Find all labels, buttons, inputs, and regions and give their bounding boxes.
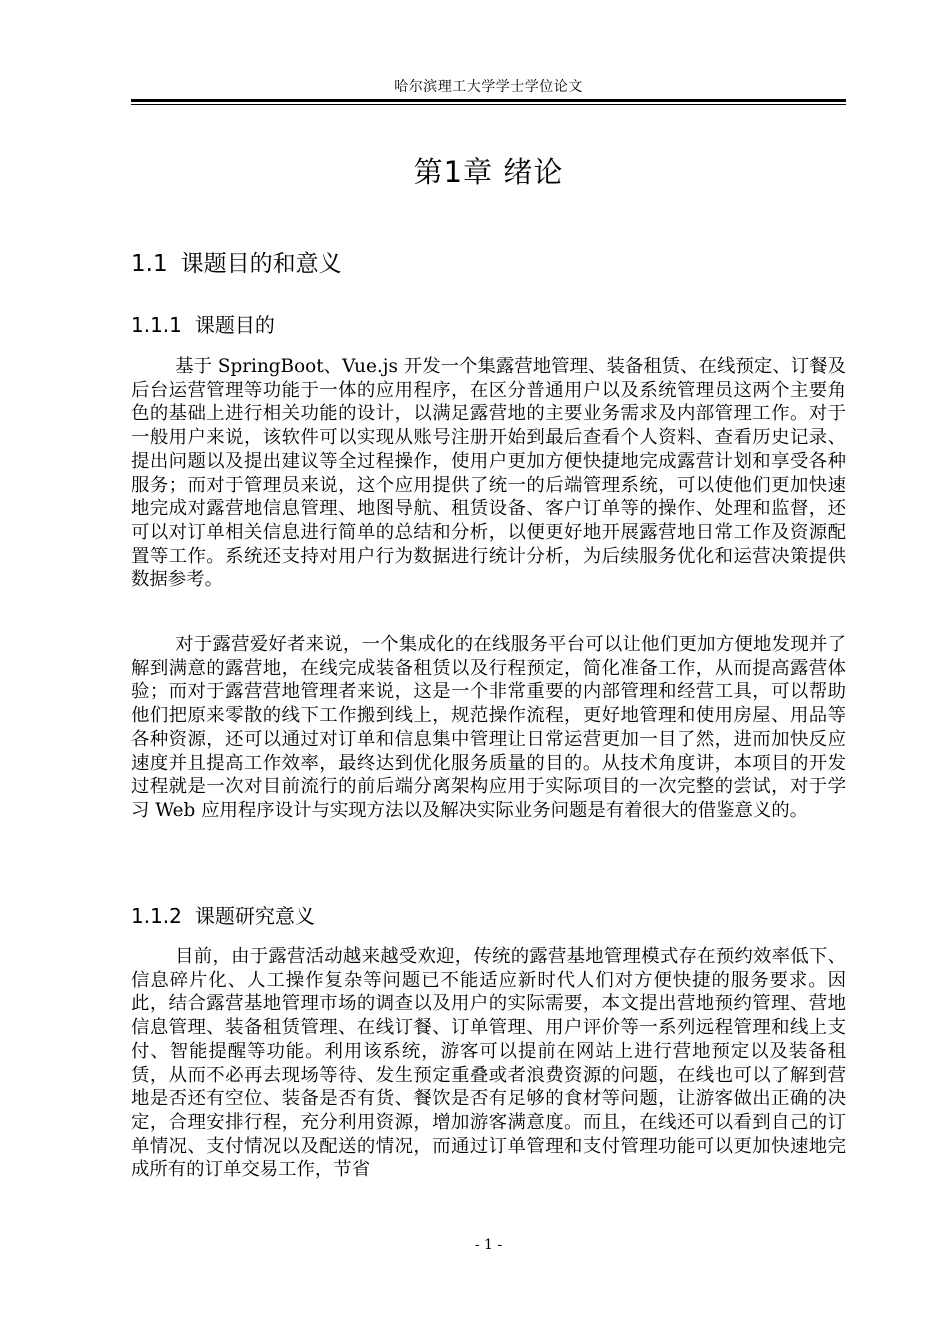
subsection-title: 课题目的 xyxy=(194,313,275,337)
subsection-heading-purpose xyxy=(131,311,846,339)
subsection-number: 1.1.2 xyxy=(131,904,182,928)
subsection-heading-significance xyxy=(131,902,846,930)
running-header: 哈尔滨理工大学学士学位论文 xyxy=(394,79,583,95)
chapter-title: 第1章 绪论 xyxy=(413,155,564,189)
header-rule-thick xyxy=(131,99,846,102)
header-rule-thin xyxy=(131,104,846,105)
subsection-number: 1.1.1 xyxy=(131,313,182,337)
section-heading xyxy=(131,248,846,280)
page-number: - 1 - xyxy=(474,1237,503,1253)
body-paragraph-2: 对于露营爱好者来说，一个集成化的在线服务平台可以让他们更加方便地发现并了解到满意的露营地，在线完成装备租赁以及行程预定，简化准备工作，从而提高露营体验；而对于露营营地管理者来说，这是一个非常重要的内部管理和经营工具，可以帮助他们把原来零散的线下工作搬到线上，规范操作流程，更好地管理和使用房屋、用品等各种资源，还可以通过对订单和信息集中管理让日常运营更加一目了然，进而加快反应速度并且提高工作效率，最终达到优化服务质量的目的。从技术角度讲，本项目的开发过程就是一次对目前流行的前后端分离架构应用于实际项目的一次完整的尝试，对于学习 Web 应用程序设计与实现方法以及解决实际业务问题是有着很大的借鉴意义的。 xyxy=(131,634,846,821)
body-paragraph-1: 基于 SpringBoot、Vue.js 开发一个集露营地管理、装备租赁、在线预定、订餐及后台运营管理等功能于一体的应用程序，在区分普通用户以及系统管理员这两个主要角色的基础上进行相关功能的设计，以满足露营地的主要业务需求及内部管理工作。对于一般用户来说，该软件可以实现从账号注册开始到最后查看个人资料、查看历史记录、提出问题以及提出建议等全过程操作，使用户更加方便快捷地完成露营计划和享受各种服务；而对于管理员来说，这个应用提供了统一的后端管理系统，可以使他们更加快速地完成对露营地信息管理、地图导航、租赁设备、客户订单等的操作、处理和监督，还可以对订单相关信息进行简单的总结和分析，以便更好地开展露营地日常工作及资源配置等工作。系统还支持对用户行为数据进行统计分析，为后续服务优化和运营决策提供数据参考。 xyxy=(131,356,846,591)
section-title: 课题目的和意义 xyxy=(180,251,342,277)
subsection-title: 课题研究意义 xyxy=(194,904,315,928)
body-paragraph-3: 目前，由于露营活动越来越受欢迎，传统的露营基地管理模式存在预约效率低下、信息碎片化、人工操作复杂等问题已不能适应新时代人们对方便快捷的服务要求。因此，结合露营基地管理市场的调查以及用户的实际需要，本文提出营地预约管理、营地信息管理、装备租赁管理、在线订餐、订单管理、用户评价等一系列远程管理和线上支付、智能提醒等功能。利用该系统，游客可以提前在网站上进行营地预定以及装备租赁，从而不必再去现场等待、发生预定重叠或者浪费资源的问题，在线也可以了解到营地是否还有空位、装备是否有货、餐饮是否有足够的食材等问题，让游客做出正确的决定，合理安排行程，充分利用资源，增加游客满意度。而且，在线还可以看到自己的订单情况、支付情况以及配送的情况，而通过订单管理和支付管理功能可以更加快速地完成所有的订单交易工作，节省 xyxy=(131,946,846,1181)
section-number: 1.1 xyxy=(131,251,168,277)
